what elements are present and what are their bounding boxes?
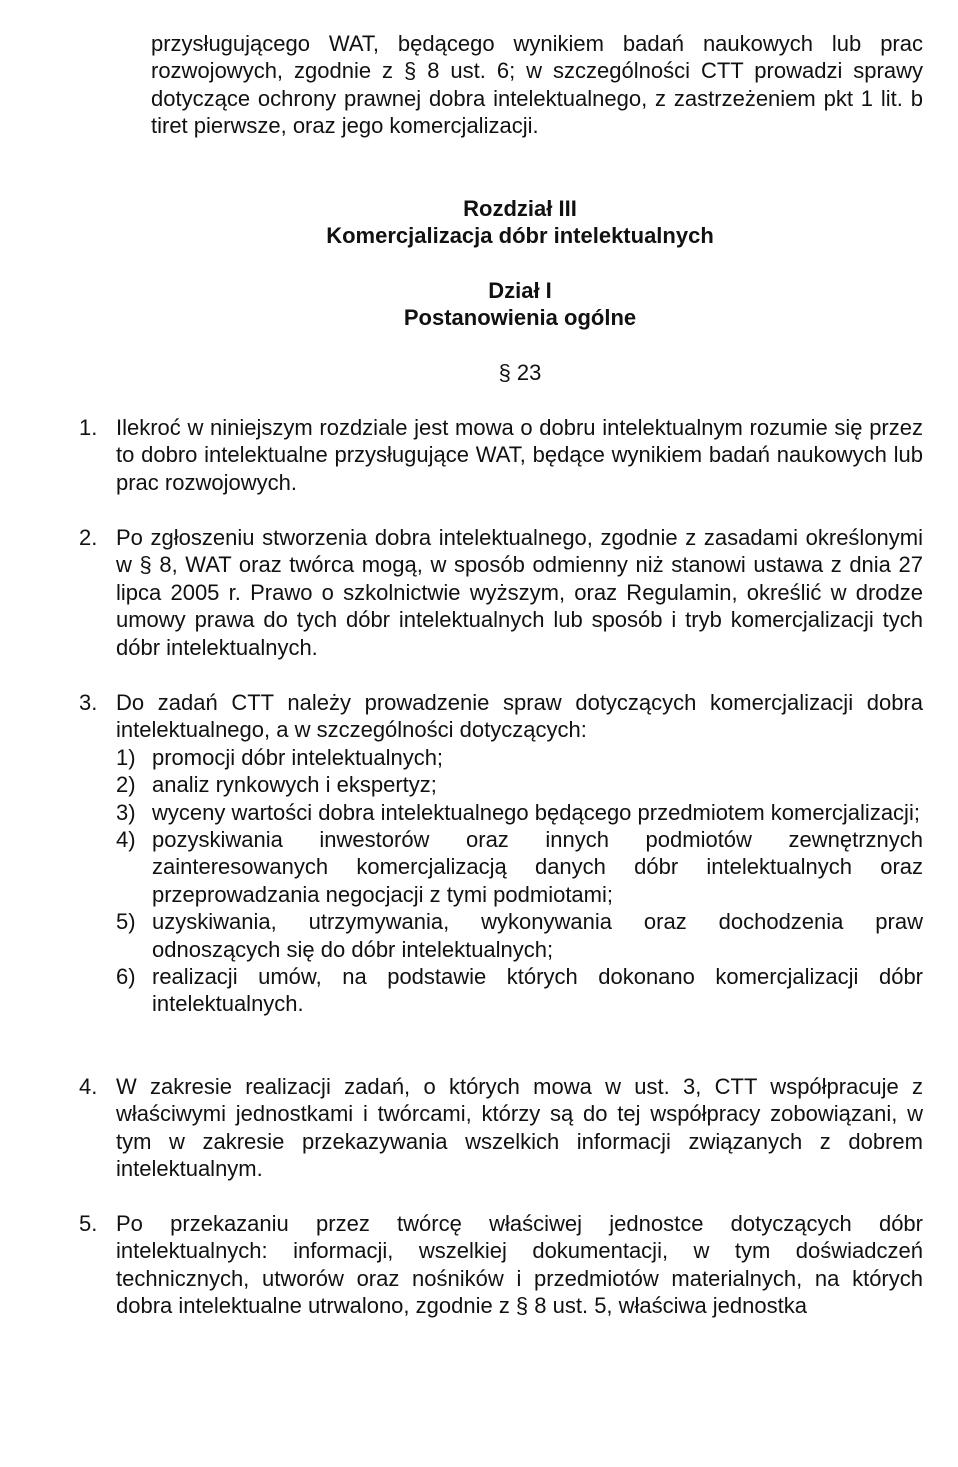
item-text: Ilekroć w niniejszym rozdziale jest mowa o dobru intelektualnym rozumie się przez to dobro intelektualne przysługujące WAT, będące wynikiem badań naukowych lub prac rozwojowych. (116, 415, 923, 495)
subitem-number: 6) (116, 964, 136, 990)
sublist-item-6 (116, 963, 923, 1018)
sublist-item-2 (116, 771, 923, 798)
chapter-title: Komercjalizacja dóbr intelektualnych (326, 223, 714, 248)
subitem-text: pozyskiwania inwestorów oraz innych podmiotów zewnętrznych zainteresowanych komercjalizacją danych dóbr intelektualnych oraz przeprowadzania negocjacji z tymi podmiotami; (152, 827, 923, 907)
section-title: Postanowienia ogólne (403, 305, 637, 330)
subitem-text: uzyskiwania, utrzymywania, wykonywania oraz dochodzenia praw odnoszących się do dóbr intelektualnych; (152, 909, 923, 962)
item-body (116, 689, 923, 1018)
subitem-text: analiz rynkowych i ekspertyz; (152, 772, 437, 798)
subitem-number: 1) (116, 744, 136, 770)
subitem-text: realizacji umów, na podstawie których dokonano komercjalizacji dóbr intelektualnych. (152, 964, 923, 1017)
subitem-number: 2) (116, 772, 136, 798)
chapter-number: Rozdział III (463, 196, 577, 221)
sublist-item-1 (116, 744, 923, 771)
subitem-number: 5) (116, 909, 136, 935)
item-number: 2. (79, 525, 98, 550)
list-item-4 (79, 1073, 923, 1183)
item-number: 3. (79, 690, 98, 715)
list-item-5 (79, 1210, 923, 1320)
sublist-item-4 (116, 826, 923, 908)
item-text: W zakresie realizacji zadań, o których mowa w ust. 3, CTT współpracuje z właściwymi jednostkami i twórcami, którzy są do tej współpracy zobowiązani, w tym w zakresie przekazywania wszelkich informacji związanych z dobrem intelektualnym. (116, 1074, 923, 1182)
item-number: 1. (79, 415, 98, 440)
section-number: Dział I (488, 278, 552, 303)
continuation-paragraph: przysługującego WAT, będącego wynikiem badań naukowych lub prac rozwojowych, zgodnie z § 8 ust. 6; w szczególności CTT prowadzi sprawy dotyczące ochrony prawnej dobra intelektualnego, z zastrzeżeniem pkt 1 lit. b tiret pierwsze, oraz jego komercjalizacji. (151, 31, 923, 139)
item-number: 5. (79, 1211, 98, 1236)
subitem-text: wyceny wartości dobra intelektualnego będącego przedmiotem komercjalizacji; (152, 799, 920, 825)
subitem-text: promocji dóbr intelektualnych; (152, 744, 444, 770)
sublist-item-5 (116, 908, 923, 963)
subitem-number: 4) (116, 827, 136, 853)
item-text: Po zgłoszeniu stworzenia dobra intelektualnego, zgodnie z zasadami określonymi w § 8, WAT oraz twórca mogą, w sposób odmienny niż stanowi ustawa z dnia 27 lipca 2005 r. Prawo o szkolnictwie wyższym, oraz Regulamin, określić w drodze umowy prawa do tych dóbr intelektualnych lub sposób i tryb komercjalizacji tych dóbr intelektualnych. (116, 525, 923, 660)
list-item-2 (79, 524, 923, 661)
list-item-1 (79, 414, 923, 496)
paragraph-sign: § 23 (498, 360, 542, 385)
item-text: Do zadań CTT należy prowadzenie spraw dotyczących komercjalizacji dobra intelektualnego, a w szczególności dotyczących: (116, 690, 923, 743)
subitem-number: 3) (116, 799, 136, 825)
list-item-3 (79, 689, 923, 1018)
sublist-item-3 (116, 799, 923, 826)
item-text: Po przekazaniu przez twórcę właściwej jednostce dotyczących dóbr intelektualnych: informacji, wszelkiej dokumentacji, w tym doświadczeń technicznych, utworów oraz nośników i przedmiotów materialnych, na których dobra intelektualne utrwalono, zgodnie z § 8 ust. 5, właściwa jednostka (116, 1211, 923, 1319)
item-number: 4. (79, 1074, 98, 1099)
